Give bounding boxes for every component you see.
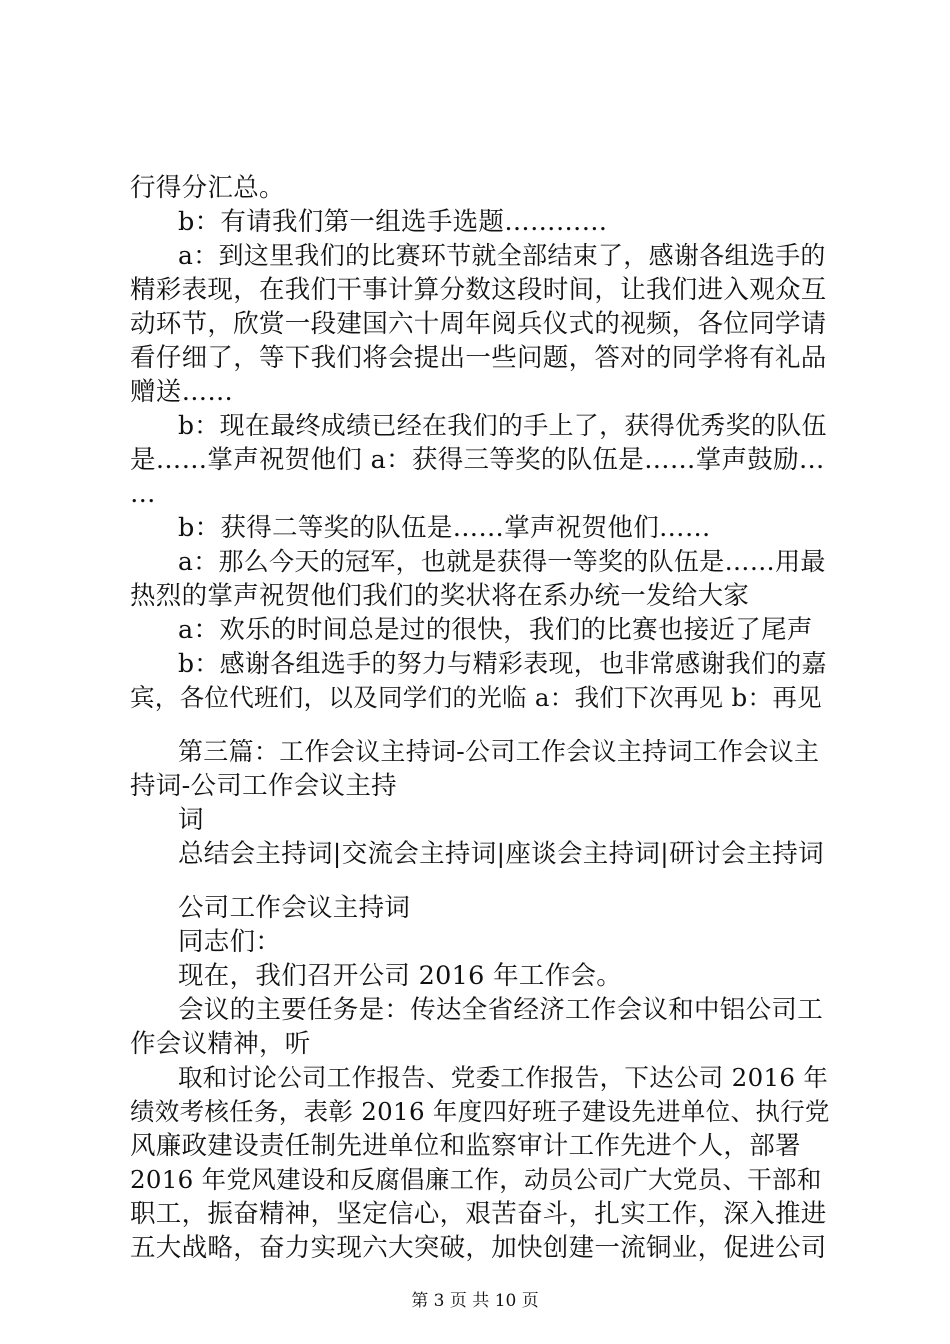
text-line: 风廉政建设责任制先进单位和监察审计工作先进个人，部署 xyxy=(130,1131,801,1161)
text-line: a：欢乐的时间总是过的很快，我们的比赛也接近了尾声 xyxy=(178,615,813,645)
text-line: 绩效考核任务，表彰 2016 年度四好班子建设先进单位、执行党 xyxy=(130,1097,830,1126)
text-line: a：那么今天的冠军，也就是获得一等奖的队伍是……用最 xyxy=(178,547,826,576)
text-line: 同志们： xyxy=(178,927,282,957)
text-line: … xyxy=(130,479,156,509)
text-line: 会议的主要任务是：传达全省经济工作会议和中铝公司工 xyxy=(178,995,824,1025)
section-heading: 持词-公司工作会议主持 xyxy=(130,771,397,801)
text-line: 宾，各位代班们，以及同学们的光临 a：我们下次再见 b：再见 xyxy=(130,683,822,712)
text-line: b：有请我们第一组选手选题………… xyxy=(178,207,608,237)
section-heading: 词 xyxy=(178,805,204,835)
text-line: 职工，振奋精神，坚定信心，艰苦奋斗，扎实工作，深入推进 xyxy=(130,1199,827,1229)
text-line: b：获得二等奖的队伍是……掌声祝贺他们…… xyxy=(178,513,711,543)
text-line: 动环节，欣赏一段建国六十周年阅兵仪式的视频，各位同学请 xyxy=(130,309,827,339)
text-line: 总结会主持词|交流会主持词|座谈会主持词|研讨会主持词 xyxy=(178,839,824,869)
text-line: 2016 年党风建设和反腐倡廉工作，动员公司广大党员、干部和 xyxy=(130,1165,822,1194)
text-line: b：现在最终成绩已经在我们的手上了，获得优秀奖的队伍 xyxy=(178,411,827,440)
section-heading: 第三篇：工作会议主持词-公司工作会议主持词工作会议主 xyxy=(178,737,820,766)
text-line: 作会议精神，听 xyxy=(130,1029,311,1059)
text-line: 赠送…… xyxy=(130,377,234,407)
text-line: 看仔细了，等下我们将会提出一些问题，答对的同学将有礼品 xyxy=(130,343,827,373)
page-number-footer: 第 3 页 共 10 页 xyxy=(411,1291,539,1311)
text-line: 精彩表现，在我们干事计算分数这段时间，让我们进入观众互 xyxy=(130,275,827,305)
text-line: 是……掌声祝贺他们 a：获得三等奖的队伍是……掌声鼓励… xyxy=(130,445,825,475)
text-line: 取和讨论公司工作报告、党委工作报告，下达公司 2016 年 xyxy=(178,1063,829,1092)
text-line: a：到这里我们的比赛环节就全部结束了，感谢各组选手的 xyxy=(178,241,826,270)
text-line: 行得分汇总。 xyxy=(130,173,285,203)
text-line: 热烈的掌声祝贺他们我们的奖状将在系办统一发给大家 xyxy=(130,581,750,611)
text-line: 现在，我们召开公司 2016 年工作会。 xyxy=(178,961,623,991)
text-line: b：感谢各组选手的努力与精彩表现，也非常感谢我们的嘉 xyxy=(178,649,827,678)
sub-title: 公司工作会议主持词 xyxy=(178,893,411,923)
text-line: 五大战略，奋力实现六大突破，加快创建一流铜业，促进公司 xyxy=(130,1233,827,1263)
